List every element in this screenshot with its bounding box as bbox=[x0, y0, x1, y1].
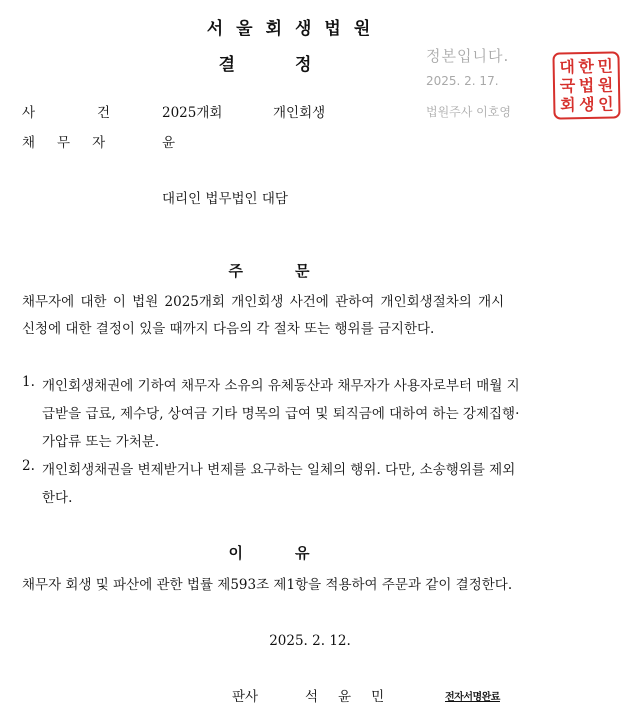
judge-title: 판사 bbox=[232, 689, 259, 705]
seal-character: 대 bbox=[559, 57, 576, 77]
order-item-number: 2. bbox=[22, 458, 35, 474]
seal-character: 한 bbox=[578, 56, 595, 77]
order-item-text: 한다. bbox=[42, 490, 73, 506]
order-item-text: 개인회생채권에 기하여 채무자 소유의 유체동산과 채무자가 사용자로부터 매월 지 bbox=[42, 378, 520, 394]
reason-text: 채무자 회생 및 파산에 관한 법률 제593조 제1항을 적용하여 주문과 같이 결정한다. bbox=[22, 577, 513, 593]
reason-heading: 이유 bbox=[228, 544, 362, 562]
legal-agent: 대리인 법무법인 대담 bbox=[162, 191, 288, 207]
court-name: 서울회생법원 bbox=[206, 19, 384, 39]
order-item-text: 가압류 또는 가처분. bbox=[42, 434, 160, 450]
seal-character: 인 bbox=[597, 94, 614, 114]
debtor-label-text: 채무자 bbox=[22, 135, 128, 151]
document-type: 결정 bbox=[218, 55, 372, 75]
seal-character: 회 bbox=[559, 95, 576, 115]
case-number: 2025개회 bbox=[162, 105, 223, 121]
seal-character: 원 bbox=[597, 75, 614, 95]
debtor-name: 윤 bbox=[162, 135, 176, 151]
seal-character: 생 bbox=[578, 94, 595, 115]
debtor-label bbox=[22, 131, 127, 151]
electronic-signature-status: 전자서명완료 bbox=[445, 692, 500, 703]
order-intro-line2: 신청에 대한 결정이 있을 때까지 다음의 각 절차 또는 행위를 금지한다. bbox=[22, 321, 435, 337]
decision-date: 2025. 2. 12. bbox=[269, 633, 351, 649]
order-heading: 주문 bbox=[228, 262, 362, 280]
seal-character: 민 bbox=[597, 56, 614, 76]
court-clerk: 법원주사 이호영 bbox=[426, 105, 511, 119]
order-intro-line1: 채무자에 대한 이 법원 2025개회 개인회생 사건에 관하여 개인회생절차의 개시 bbox=[22, 294, 505, 310]
order-item-text: 급받을 급료, 제수당, 상여금 기타 명목의 급여 및 퇴직금에 대하여 하는 강제집행· bbox=[42, 406, 520, 422]
seal-character: 법 bbox=[578, 75, 595, 96]
case-label-text: 사건 bbox=[22, 105, 173, 121]
order-item-number: 1. bbox=[22, 374, 35, 390]
certified-copy-text: 정본입니다. bbox=[426, 47, 510, 65]
judge-name: 석윤민 bbox=[305, 689, 405, 705]
case-label bbox=[22, 101, 172, 121]
case-type: 개인회생 bbox=[273, 105, 326, 121]
court-seal-icon bbox=[552, 51, 620, 119]
order-item-text: 개인회생채권을 변제받거나 변제를 요구하는 일체의 행위. 다만, 소송행위를 제외 bbox=[42, 462, 516, 478]
seal-character: 국 bbox=[559, 76, 576, 96]
certified-date: 2025. 2. 17. bbox=[426, 74, 499, 88]
